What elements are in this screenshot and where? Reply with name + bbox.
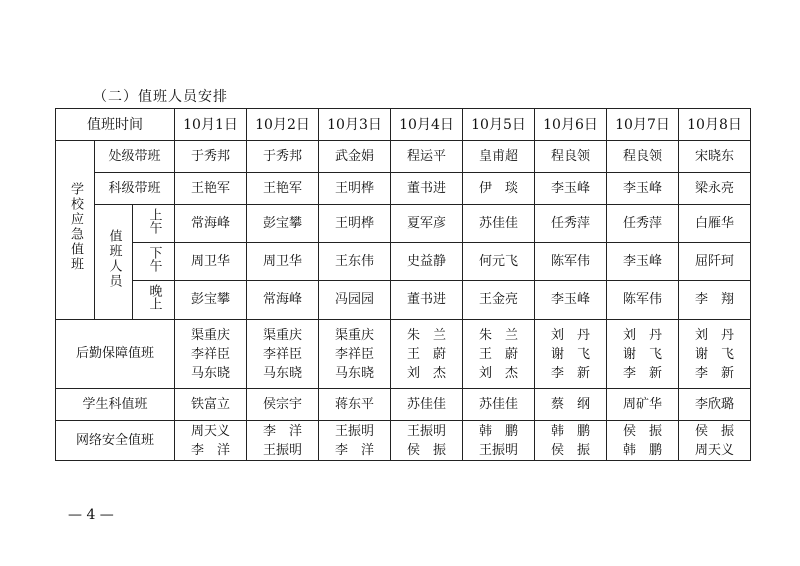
name-line: 谢 飞 bbox=[694, 346, 734, 362]
chu-row bbox=[56, 141, 751, 173]
date-header: 10月1日 bbox=[175, 109, 247, 141]
staff-label: 值班人员 bbox=[106, 229, 122, 289]
eve-row bbox=[56, 281, 751, 320]
table-cell: 李玉峰 bbox=[607, 173, 679, 205]
table-cell: 程良领 bbox=[535, 141, 607, 173]
table-cell bbox=[391, 421, 463, 461]
table-cell: 王东伟 bbox=[319, 243, 391, 281]
table-cell: 常海峰 bbox=[247, 281, 319, 320]
table-cell: 侯宗宇 bbox=[247, 389, 319, 421]
name-line: 侯 振 bbox=[694, 423, 734, 439]
table-cell: 苏佳佳 bbox=[391, 389, 463, 421]
date-header: 10月2日 bbox=[247, 109, 319, 141]
table-cell: 王明桦 bbox=[319, 173, 391, 205]
table-cell: 苏佳佳 bbox=[463, 389, 535, 421]
am-row bbox=[56, 205, 751, 243]
table-cell: 周卫华 bbox=[247, 243, 319, 281]
name-line: 渠重庆 bbox=[262, 327, 302, 343]
name-line: 侯 振 bbox=[550, 442, 590, 458]
name-line: 韩 鹏 bbox=[550, 423, 590, 439]
row-label: 科级带班 bbox=[95, 173, 175, 205]
period-cell bbox=[133, 243, 175, 281]
name-line: 李 新 bbox=[622, 365, 662, 381]
table-cell: 任秀萍 bbox=[607, 205, 679, 243]
name-line: 朱 兰 bbox=[406, 327, 446, 343]
name-line: 刘 杰 bbox=[478, 365, 518, 381]
page-number: — 4 — bbox=[68, 507, 114, 523]
table-cell: 白雁华 bbox=[679, 205, 751, 243]
table-cell: 何元飞 bbox=[463, 243, 535, 281]
table-cell bbox=[391, 320, 463, 389]
date-header: 10月5日 bbox=[463, 109, 535, 141]
date-header: 10月7日 bbox=[607, 109, 679, 141]
table-cell: 程运平 bbox=[391, 141, 463, 173]
table-cell: 于秀邦 bbox=[247, 141, 319, 173]
period-label: 上午 bbox=[146, 207, 162, 234]
name-line: 王振明 bbox=[262, 442, 302, 458]
period-cell bbox=[133, 281, 175, 320]
table-cell: 李 翔 bbox=[679, 281, 751, 320]
name-line: 李祥臣 bbox=[262, 346, 302, 362]
table-cell bbox=[463, 421, 535, 461]
table-cell: 李玉峰 bbox=[607, 243, 679, 281]
name-line: 李祥臣 bbox=[334, 346, 374, 362]
name-line: 刘 丹 bbox=[622, 327, 662, 343]
student-row bbox=[56, 389, 751, 421]
school-group-cell bbox=[56, 141, 95, 320]
name-line: 刘 丹 bbox=[550, 327, 590, 343]
table-cell: 武金娟 bbox=[319, 141, 391, 173]
section-heading: （二）值班人员安排 bbox=[93, 89, 228, 105]
date-header: 10月6日 bbox=[535, 109, 607, 141]
table-cell bbox=[247, 421, 319, 461]
table-cell: 董书进 bbox=[391, 281, 463, 320]
table-cell: 夏军彦 bbox=[391, 205, 463, 243]
school-group-label: 学校应急值班 bbox=[68, 182, 83, 272]
table-cell: 董书进 bbox=[391, 173, 463, 205]
table-cell: 梁永亮 bbox=[679, 173, 751, 205]
logistics-row bbox=[56, 320, 751, 389]
name-line: 王 蔚 bbox=[406, 346, 446, 362]
table-cell: 苏佳佳 bbox=[463, 205, 535, 243]
table-cell: 任秀萍 bbox=[535, 205, 607, 243]
staff-label-cell bbox=[95, 205, 133, 320]
table-cell bbox=[175, 421, 247, 461]
table-cell: 彭宝攀 bbox=[175, 281, 247, 320]
table-cell: 周卫华 bbox=[175, 243, 247, 281]
date-header: 10月4日 bbox=[391, 109, 463, 141]
table-cell: 李玉峰 bbox=[535, 281, 607, 320]
name-line: 侯 振 bbox=[622, 423, 662, 439]
table-cell: 陈军伟 bbox=[607, 281, 679, 320]
row-label: 学生科值班 bbox=[56, 389, 175, 421]
header-row bbox=[56, 109, 751, 141]
name-line: 渠重庆 bbox=[190, 327, 230, 343]
table-cell bbox=[679, 421, 751, 461]
table-cell bbox=[319, 421, 391, 461]
table-cell: 蒋东平 bbox=[319, 389, 391, 421]
date-header: 10月8日 bbox=[679, 109, 751, 141]
name-line: 李 洋 bbox=[262, 423, 302, 439]
name-line: 李 洋 bbox=[334, 442, 374, 458]
table-cell bbox=[679, 320, 751, 389]
row-label: 后勤保障值班 bbox=[56, 320, 175, 389]
table-cell: 李玉峰 bbox=[535, 173, 607, 205]
row-label: 处级带班 bbox=[95, 141, 175, 173]
name-line: 刘 丹 bbox=[694, 327, 734, 343]
table-cell: 李欣璐 bbox=[679, 389, 751, 421]
table-cell: 于秀邦 bbox=[175, 141, 247, 173]
table-cell: 伊 琰 bbox=[463, 173, 535, 205]
row-label: 网络安全值班 bbox=[56, 421, 175, 461]
time-header: 值班时间 bbox=[56, 109, 175, 141]
name-line: 韩 鹏 bbox=[622, 442, 662, 458]
table-cell bbox=[535, 320, 607, 389]
table-cell: 宋晓东 bbox=[679, 141, 751, 173]
name-line: 王振明 bbox=[478, 442, 518, 458]
table-cell bbox=[607, 320, 679, 389]
name-line: 朱 兰 bbox=[478, 327, 518, 343]
name-line: 马东晓 bbox=[262, 365, 302, 381]
table-cell: 王艳军 bbox=[247, 173, 319, 205]
name-line: 周天义 bbox=[190, 423, 230, 439]
table-cell bbox=[319, 320, 391, 389]
name-line: 李 洋 bbox=[190, 442, 230, 458]
duty-schedule-table bbox=[55, 108, 751, 461]
network-row bbox=[56, 421, 751, 461]
period-label: 下午 bbox=[146, 245, 162, 272]
name-line: 刘 杰 bbox=[406, 365, 446, 381]
name-line: 侯 振 bbox=[406, 442, 446, 458]
table-cell: 冯园园 bbox=[319, 281, 391, 320]
table-cell bbox=[247, 320, 319, 389]
table-cell: 常海峰 bbox=[175, 205, 247, 243]
table-cell: 周矿华 bbox=[607, 389, 679, 421]
name-line: 韩 鹏 bbox=[478, 423, 518, 439]
name-line: 谢 飞 bbox=[622, 346, 662, 362]
table-cell: 王艳军 bbox=[175, 173, 247, 205]
table-cell bbox=[175, 320, 247, 389]
name-line: 马东晓 bbox=[334, 365, 374, 381]
name-line: 李 新 bbox=[694, 365, 734, 381]
table-cell bbox=[535, 421, 607, 461]
pm-row bbox=[56, 243, 751, 281]
table-cell: 陈军伟 bbox=[535, 243, 607, 281]
table-cell: 蔡 纲 bbox=[535, 389, 607, 421]
table-cell: 史益静 bbox=[391, 243, 463, 281]
table-cell: 王明桦 bbox=[319, 205, 391, 243]
name-line: 谢 飞 bbox=[550, 346, 590, 362]
table-cell bbox=[607, 421, 679, 461]
name-line: 王振明 bbox=[406, 423, 446, 439]
table-cell: 王金亮 bbox=[463, 281, 535, 320]
name-line: 李 新 bbox=[550, 365, 590, 381]
name-line: 周天义 bbox=[694, 442, 734, 458]
period-cell bbox=[133, 205, 175, 243]
table-cell bbox=[463, 320, 535, 389]
name-line: 李祥臣 bbox=[190, 346, 230, 362]
table-cell: 程良领 bbox=[607, 141, 679, 173]
date-header: 10月3日 bbox=[319, 109, 391, 141]
name-line: 马东晓 bbox=[190, 365, 230, 381]
name-line: 王振明 bbox=[334, 423, 374, 439]
name-line: 渠重庆 bbox=[334, 327, 374, 343]
table-cell: 屈阡珂 bbox=[679, 243, 751, 281]
period-label: 晚上 bbox=[146, 284, 162, 310]
name-line: 王 蔚 bbox=[478, 346, 518, 362]
table-cell: 彭宝攀 bbox=[247, 205, 319, 243]
ke-row bbox=[56, 173, 751, 205]
table-cell: 铁富立 bbox=[175, 389, 247, 421]
table-cell: 皇甫超 bbox=[463, 141, 535, 173]
